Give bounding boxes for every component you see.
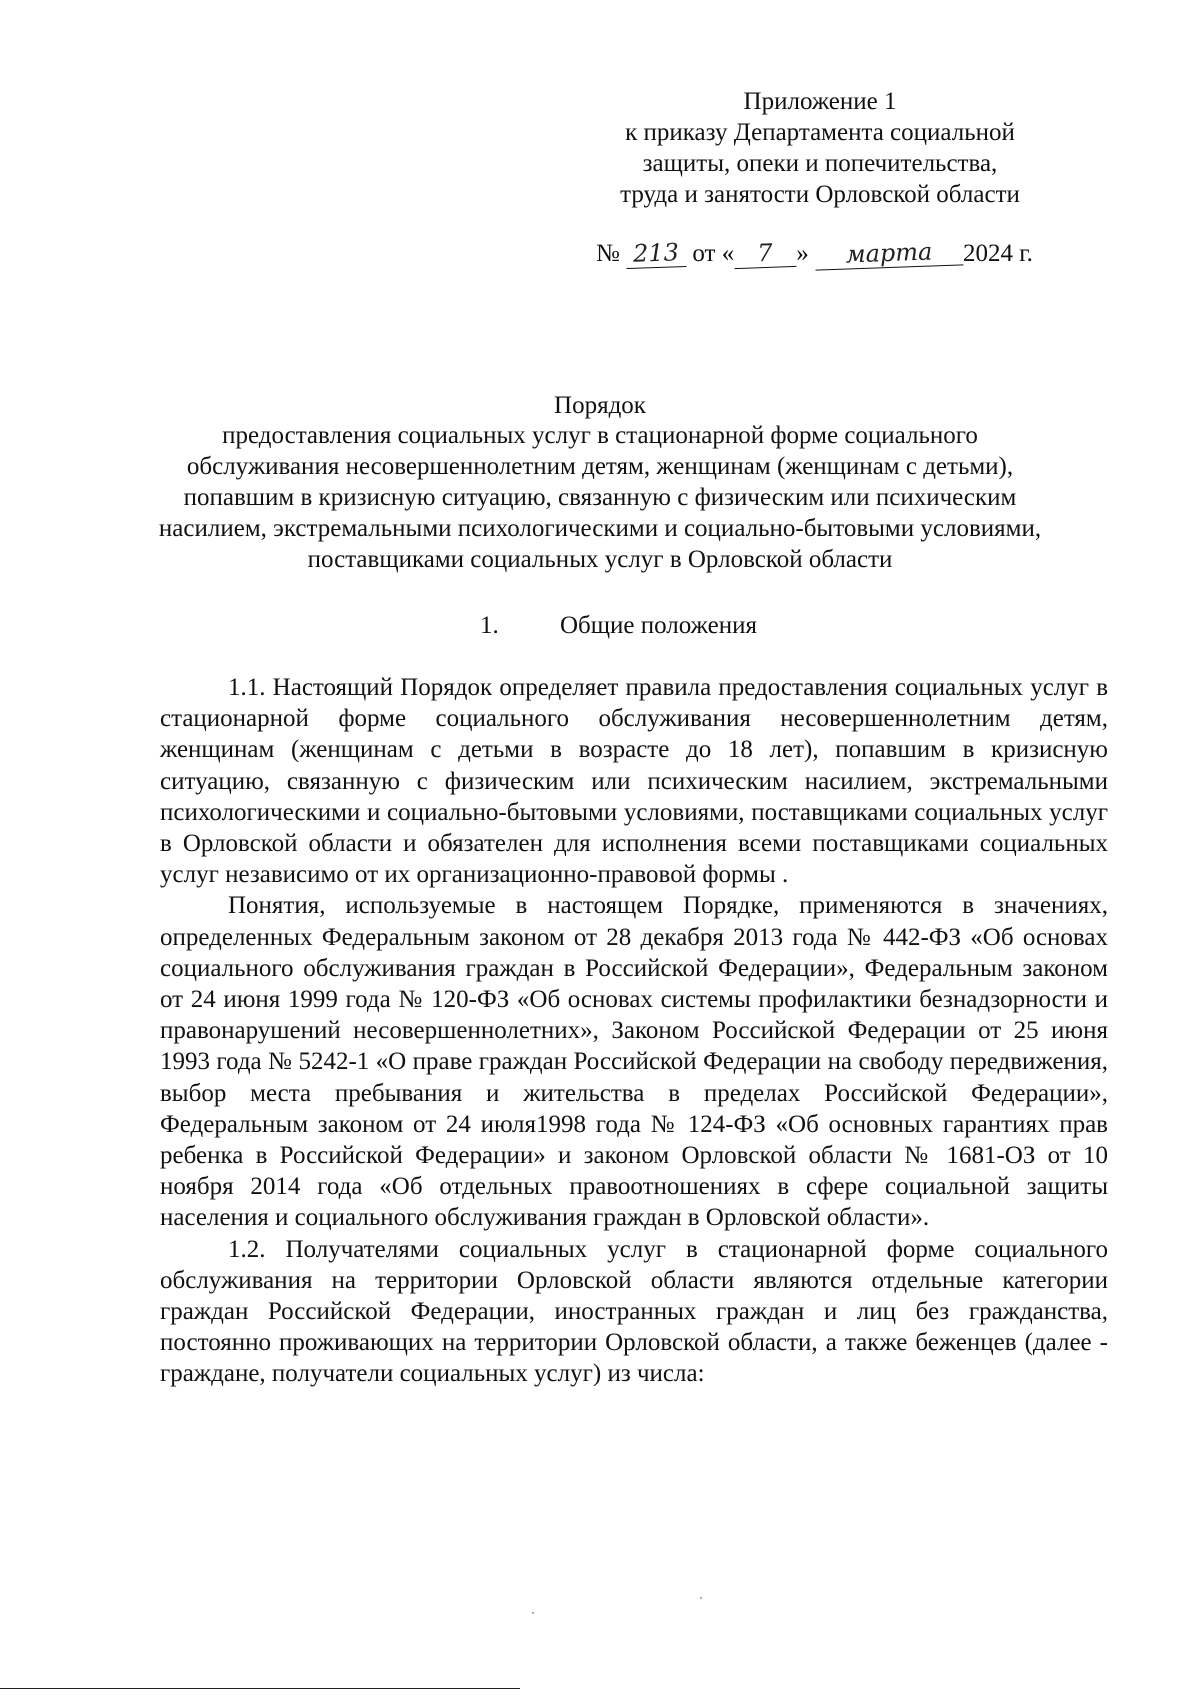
order-number-handwritten: 213 bbox=[626, 238, 687, 269]
section-heading bbox=[480, 610, 757, 641]
appendix-line: к приказу Департамента социальной bbox=[625, 119, 1015, 146]
order-from-label: от « bbox=[692, 240, 735, 267]
footer-rule bbox=[0, 1688, 520, 1689]
appendix-line: Приложение 1 bbox=[743, 88, 897, 115]
paragraph: Понятия, используемые в настоящем Порядке, применяются в значениях, определенных Федеральным законом от 28 декабря 2013 года № 442-ФЗ «Об основах социального обслуживания граждан в Российской Федерации», Федеральным законом от 24 июня 1999 года № 120-ФЗ «Об основах системы профилактики безнадзорности и правонарушений несовершеннолетних», Законом Российской Федерации от 25 июня 1993 года № 5242-1 «О праве граждан Российской Федерации на свободу передвижения, выбор места пребывания и жительства в пределах Российской Федерации», Федеральным законом от 24 июля1998 года № 124-ФЗ «Об основных гарантиях прав ребенка в Российской Федерации» и законом Орловской области № 1681-ОЗ от 10 ноября 2014 года «Об отдельных правоотношениях в сфере социальной защиты населения и социального обслуживания граждан в Орловской области». bbox=[160, 892, 1108, 1232]
order-year: 2024 г. bbox=[962, 240, 1033, 267]
scan-speck bbox=[700, 1597, 702, 1599]
appendix-block bbox=[560, 86, 1080, 210]
order-day-handwritten: 7 bbox=[734, 238, 797, 269]
order-month-handwritten: марта bbox=[815, 236, 964, 270]
section-number: 1. bbox=[480, 612, 499, 639]
appendix-line: защиты, опеки и попечительства, bbox=[642, 150, 998, 177]
document-subtitle: предоставления социальных услуг в стационарной форме социального обслуживания несовершеннолетним детям, женщинам (женщинам с детьми), попавшим в кризисную ситуацию, связанную с физическим или психическим насилием, экстремальными психологическими и социально-бытовыми условиями, поставщиками социальных услуг в Орловской области bbox=[158, 422, 1042, 573]
appendix-line: труда и занятости Орловской области bbox=[620, 181, 1020, 208]
document-title: Порядок bbox=[554, 392, 646, 419]
order-day-close: » bbox=[796, 240, 809, 267]
body-text bbox=[160, 672, 1108, 1390]
scan-speck bbox=[532, 1612, 534, 1614]
paragraph: 1.2. Получателями социальных услуг в стационарной форме социального обслуживания на территории Орловской области являются отдельные категории граждан Российской Федерации, иностранных граждан и лиц без гражданства, постоянно проживающих на территории Орловской области, а также беженцев (далее - граждане, получатели социальных услуг) из числа: bbox=[160, 1235, 1108, 1388]
paragraph: 1.1. Настоящий Порядок определяет правила предоставления социальных услуг в стационарной форме социального обслуживания несовершеннолетним детям, женщинам (женщинам с детьми в возрасте до 18 лет), попавшим в кризисную ситуацию, связанную с физическим или психическим насилием, экстремальными психологическими и социально-бытовыми условиями, поставщиками социальных услуг в Орловской области и обязателен для исполнения всеми поставщиками социальных услуг независимо от их организационно-правовой формы . bbox=[160, 674, 1108, 889]
order-number-prefix: № bbox=[596, 240, 620, 267]
section-title: Общие положения bbox=[560, 612, 757, 639]
order-reference bbox=[596, 237, 1033, 271]
